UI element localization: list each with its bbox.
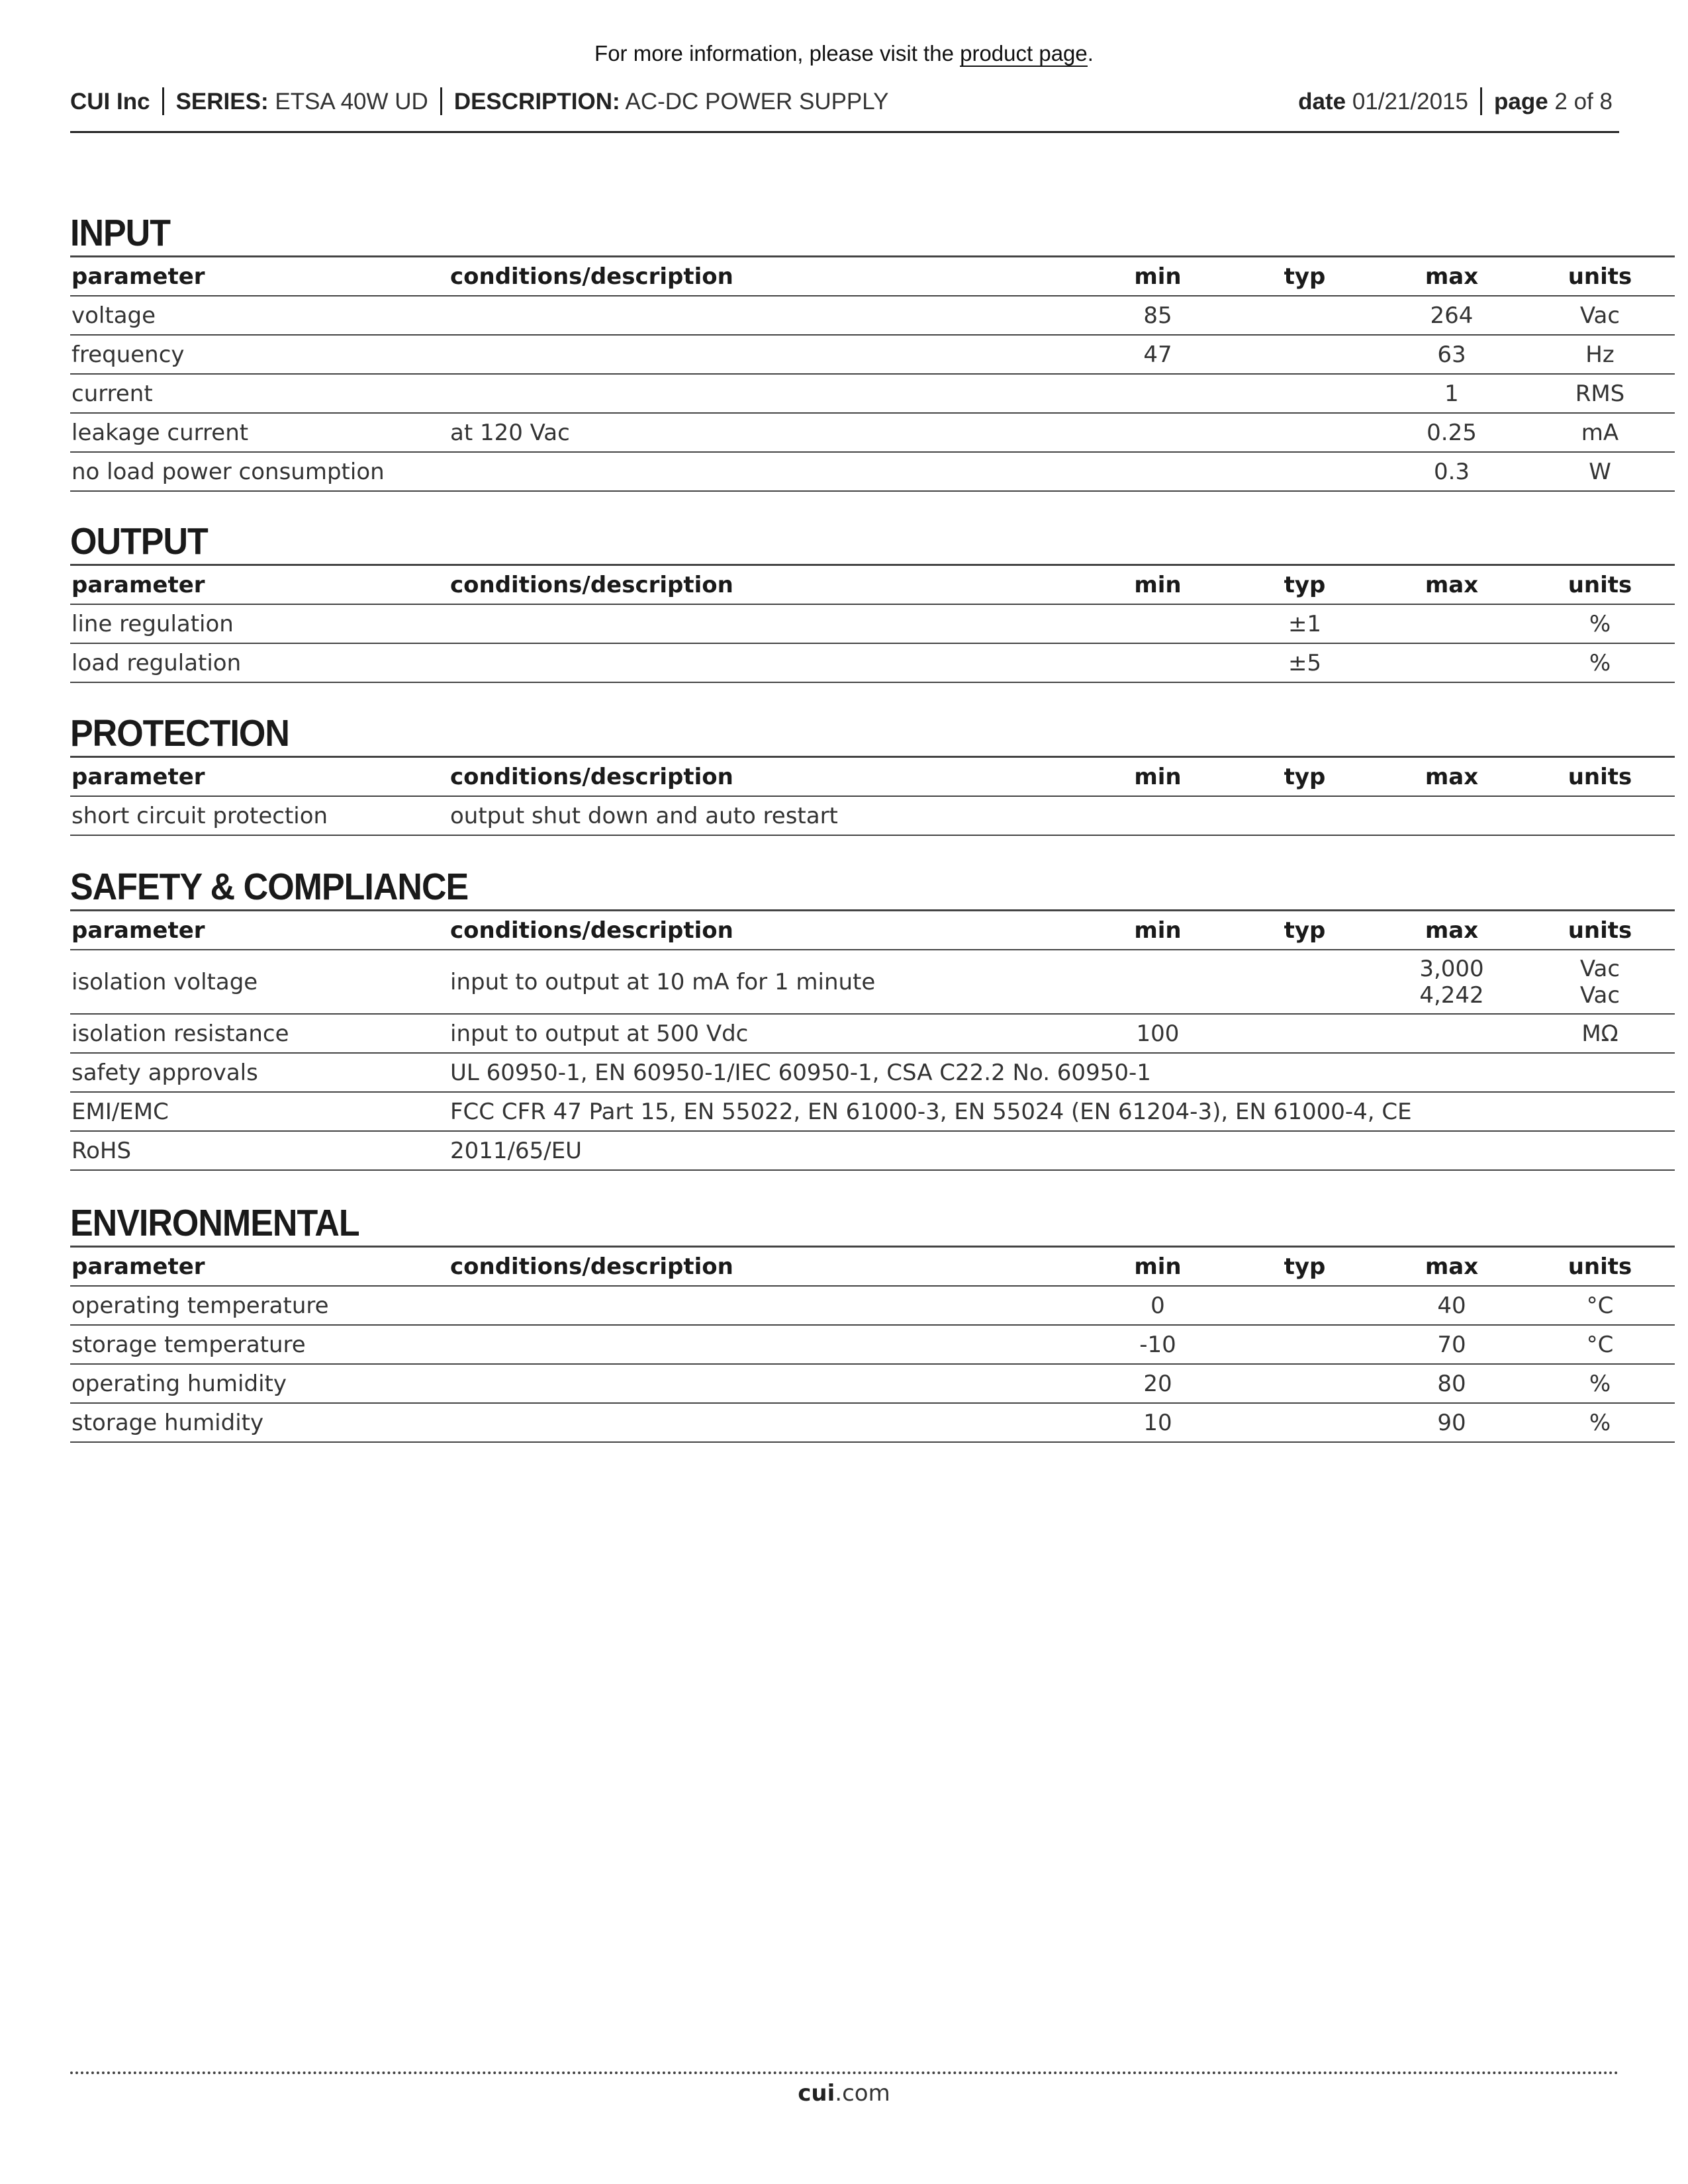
info-notice bbox=[0, 41, 1688, 66]
cell-min bbox=[1084, 374, 1231, 413]
product-page-link[interactable]: product page bbox=[960, 41, 1088, 66]
table-row bbox=[70, 296, 1675, 335]
cell-typ: ±5 bbox=[1231, 643, 1378, 682]
cell-max: 90 bbox=[1378, 1403, 1525, 1442]
cell-parameter: storage temperature bbox=[70, 1325, 449, 1364]
cell-parameter: RoHS bbox=[70, 1131, 449, 1170]
col-typ: typ bbox=[1231, 257, 1378, 296]
cell-conditions bbox=[449, 1286, 1084, 1325]
table-row bbox=[70, 413, 1675, 452]
header-divider bbox=[1480, 87, 1482, 115]
unit-value: Vac bbox=[1579, 955, 1620, 982]
cell-typ bbox=[1231, 1364, 1378, 1403]
cell-units: % bbox=[1525, 1403, 1675, 1442]
table-row bbox=[70, 643, 1675, 682]
safety-table bbox=[70, 909, 1675, 1171]
col-min: min bbox=[1084, 757, 1231, 797]
description-label: DESCRIPTION: bbox=[453, 89, 620, 114]
col-parameter: parameter bbox=[70, 565, 449, 605]
cell-conditions bbox=[449, 643, 1084, 682]
cell-min: 100 bbox=[1084, 1014, 1231, 1053]
table-row bbox=[70, 1092, 1675, 1131]
section-title: ENVIRONMENTAL bbox=[70, 1203, 359, 1244]
cell-min bbox=[1084, 452, 1231, 491]
cell-typ bbox=[1231, 335, 1378, 374]
cell-typ bbox=[1231, 1014, 1378, 1053]
cell-conditions: input to output at 10 mA for 1 minute bbox=[449, 950, 1084, 1014]
input-section bbox=[70, 212, 1632, 492]
cell-parameter: safety approvals bbox=[70, 1053, 449, 1092]
cell-units: % bbox=[1525, 604, 1675, 643]
cell-max: 70 bbox=[1378, 1325, 1525, 1364]
cell-conditions bbox=[449, 1325, 1084, 1364]
description-value: AC-DC POWER SUPPLY bbox=[625, 89, 889, 114]
cell-max bbox=[1378, 796, 1525, 835]
section-title: PROTECTION bbox=[70, 713, 289, 754]
table-row bbox=[70, 1364, 1675, 1403]
cell-conditions: input to output at 500 Vdc bbox=[449, 1014, 1084, 1053]
table-header-row bbox=[70, 757, 1675, 797]
table-row bbox=[70, 1286, 1675, 1325]
col-max: max bbox=[1378, 1247, 1525, 1287]
table-header-row bbox=[70, 257, 1675, 296]
date-label: date bbox=[1298, 89, 1346, 114]
output-table bbox=[70, 564, 1675, 683]
cell-max bbox=[1378, 950, 1525, 1014]
table-row bbox=[70, 1403, 1675, 1442]
col-conditions: conditions/description bbox=[449, 565, 1084, 605]
cell-conditions: 2011/65/EU bbox=[449, 1131, 1675, 1170]
col-max: max bbox=[1378, 257, 1525, 296]
cell-conditions bbox=[449, 604, 1084, 643]
cell-min bbox=[1084, 413, 1231, 452]
cell-parameter: no load power consumption bbox=[70, 452, 449, 491]
cell-max: 40 bbox=[1378, 1286, 1525, 1325]
col-units: units bbox=[1525, 757, 1675, 797]
page-label: page bbox=[1493, 89, 1548, 114]
cell-typ bbox=[1231, 374, 1378, 413]
col-conditions: conditions/description bbox=[449, 757, 1084, 797]
col-typ: typ bbox=[1231, 565, 1378, 605]
header-divider bbox=[162, 87, 164, 115]
header-left bbox=[70, 89, 889, 117]
cell-max: 0.25 bbox=[1378, 413, 1525, 452]
header-right bbox=[1298, 89, 1613, 117]
protection-section bbox=[70, 713, 1632, 836]
cell-typ bbox=[1231, 413, 1378, 452]
col-units: units bbox=[1525, 257, 1675, 296]
cell-typ bbox=[1231, 452, 1378, 491]
col-units: units bbox=[1525, 565, 1675, 605]
footer-divider bbox=[70, 2071, 1619, 2074]
table-row bbox=[70, 1053, 1675, 1092]
cell-typ bbox=[1231, 1286, 1378, 1325]
col-min: min bbox=[1084, 565, 1231, 605]
cell-max bbox=[1378, 643, 1525, 682]
col-max: max bbox=[1378, 757, 1525, 797]
max-value: 3,000 bbox=[1419, 955, 1484, 982]
col-parameter: parameter bbox=[70, 757, 449, 797]
cell-min: 85 bbox=[1084, 296, 1231, 335]
header-divider bbox=[440, 87, 442, 115]
cell-parameter: short circuit protection bbox=[70, 796, 449, 835]
col-parameter: parameter bbox=[70, 257, 449, 296]
cell-typ bbox=[1231, 1403, 1378, 1442]
input-table bbox=[70, 255, 1675, 492]
cell-min bbox=[1084, 643, 1231, 682]
date-value: 01/21/2015 bbox=[1352, 89, 1468, 114]
col-units: units bbox=[1525, 1247, 1675, 1287]
cell-conditions bbox=[449, 335, 1084, 374]
table-row bbox=[70, 452, 1675, 491]
cell-units bbox=[1525, 796, 1675, 835]
cell-parameter: frequency bbox=[70, 335, 449, 374]
col-parameter: parameter bbox=[70, 911, 449, 950]
col-conditions: conditions/description bbox=[449, 257, 1084, 296]
table-header-row bbox=[70, 911, 1675, 950]
cell-parameter: load regulation bbox=[70, 643, 449, 682]
page-value: 2 of 8 bbox=[1554, 89, 1613, 114]
cell-units: Hz bbox=[1525, 335, 1675, 374]
cell-max bbox=[1378, 604, 1525, 643]
footer-domain[interactable]: .com bbox=[835, 2080, 890, 2107]
cell-parameter: leakage current bbox=[70, 413, 449, 452]
cell-typ: ±1 bbox=[1231, 604, 1378, 643]
cell-parameter: storage humidity bbox=[70, 1403, 449, 1442]
output-section bbox=[70, 521, 1632, 683]
col-max: max bbox=[1378, 911, 1525, 950]
section-title: SAFETY & COMPLIANCE bbox=[70, 866, 469, 908]
cell-typ bbox=[1231, 796, 1378, 835]
cell-typ bbox=[1231, 296, 1378, 335]
section-title: OUTPUT bbox=[70, 521, 208, 563]
table-row bbox=[70, 950, 1675, 1014]
notice-text: For more information, please visit the bbox=[594, 41, 961, 66]
series-value: ETSA 40W UD bbox=[275, 89, 428, 114]
col-min: min bbox=[1084, 257, 1231, 296]
col-min: min bbox=[1084, 911, 1231, 950]
cell-parameter: operating humidity bbox=[70, 1364, 449, 1403]
col-parameter: parameter bbox=[70, 1247, 449, 1287]
cell-units: W bbox=[1525, 452, 1675, 491]
cell-conditions bbox=[449, 1403, 1084, 1442]
cell-units: MΩ bbox=[1525, 1014, 1675, 1053]
cell-min: 10 bbox=[1084, 1403, 1231, 1442]
cell-max: 1 bbox=[1378, 374, 1525, 413]
table-header-row bbox=[70, 565, 1675, 605]
cell-units: °C bbox=[1525, 1325, 1675, 1364]
cell-min bbox=[1084, 950, 1231, 1014]
environmental-section bbox=[70, 1203, 1632, 1443]
cell-max: 80 bbox=[1378, 1364, 1525, 1403]
cell-conditions: output shut down and auto restart bbox=[449, 796, 1084, 835]
cell-min: 20 bbox=[1084, 1364, 1231, 1403]
col-typ: typ bbox=[1231, 757, 1378, 797]
cell-units: % bbox=[1525, 643, 1675, 682]
col-max: max bbox=[1378, 565, 1525, 605]
cell-units bbox=[1525, 950, 1675, 1014]
cell-parameter: isolation resistance bbox=[70, 1014, 449, 1053]
table-header-row bbox=[70, 1247, 1675, 1287]
cell-min bbox=[1084, 604, 1231, 643]
cell-parameter: current bbox=[70, 374, 449, 413]
col-typ: typ bbox=[1231, 911, 1378, 950]
series-label: SERIES: bbox=[175, 89, 269, 114]
notice-suffix: . bbox=[1087, 41, 1094, 66]
cell-parameter: line regulation bbox=[70, 604, 449, 643]
cell-units: °C bbox=[1525, 1286, 1675, 1325]
cell-min: 0 bbox=[1084, 1286, 1231, 1325]
table-row bbox=[70, 374, 1675, 413]
cell-parameter: isolation voltage bbox=[70, 950, 449, 1014]
footer bbox=[0, 2080, 1688, 2107]
col-min: min bbox=[1084, 1247, 1231, 1287]
cell-min: -10 bbox=[1084, 1325, 1231, 1364]
table-row bbox=[70, 1325, 1675, 1364]
cell-conditions bbox=[449, 296, 1084, 335]
col-units: units bbox=[1525, 911, 1675, 950]
cell-max: 0.3 bbox=[1378, 452, 1525, 491]
table-row bbox=[70, 604, 1675, 643]
cell-units: % bbox=[1525, 1364, 1675, 1403]
max-value: 4,242 bbox=[1419, 981, 1484, 1009]
environmental-table bbox=[70, 1246, 1675, 1443]
protection-table bbox=[70, 756, 1675, 836]
table-row bbox=[70, 1014, 1675, 1053]
col-typ: typ bbox=[1231, 1247, 1378, 1287]
cell-min bbox=[1084, 796, 1231, 835]
table-row bbox=[70, 335, 1675, 374]
cell-units: Vac bbox=[1525, 296, 1675, 335]
section-title: INPUT bbox=[70, 212, 170, 254]
footer-brand[interactable]: cui bbox=[798, 2080, 835, 2107]
cell-conditions bbox=[449, 1364, 1084, 1403]
cell-conditions: UL 60950-1, EN 60950-1/IEC 60950-1, CSA C22.2 No. 60950-1 bbox=[449, 1053, 1675, 1092]
cell-max: 264 bbox=[1378, 296, 1525, 335]
cell-max bbox=[1378, 1014, 1525, 1053]
unit-value: Vac bbox=[1579, 981, 1620, 1009]
company-name: CUI Inc bbox=[70, 89, 150, 114]
safety-section bbox=[70, 866, 1632, 1171]
col-conditions: conditions/description bbox=[449, 911, 1084, 950]
cell-typ bbox=[1231, 950, 1378, 1014]
cell-typ bbox=[1231, 1325, 1378, 1364]
table-row bbox=[70, 1131, 1675, 1170]
cell-parameter: EMI/EMC bbox=[70, 1092, 449, 1131]
col-conditions: conditions/description bbox=[449, 1247, 1084, 1287]
cell-conditions bbox=[449, 452, 1084, 491]
cell-max: 63 bbox=[1378, 335, 1525, 374]
cell-units: mA bbox=[1525, 413, 1675, 452]
cell-conditions: at 120 Vac bbox=[449, 413, 1084, 452]
cell-conditions: FCC CFR 47 Part 15, EN 55022, EN 61000-3, EN 55024 (EN 61204-3), EN 61000-4, CE bbox=[449, 1092, 1675, 1131]
cell-conditions bbox=[449, 374, 1084, 413]
cell-parameter: operating temperature bbox=[70, 1286, 449, 1325]
page-header bbox=[70, 85, 1619, 133]
cell-parameter: voltage bbox=[70, 296, 449, 335]
table-row bbox=[70, 796, 1675, 835]
cell-min: 47 bbox=[1084, 335, 1231, 374]
cell-units: RMS bbox=[1525, 374, 1675, 413]
